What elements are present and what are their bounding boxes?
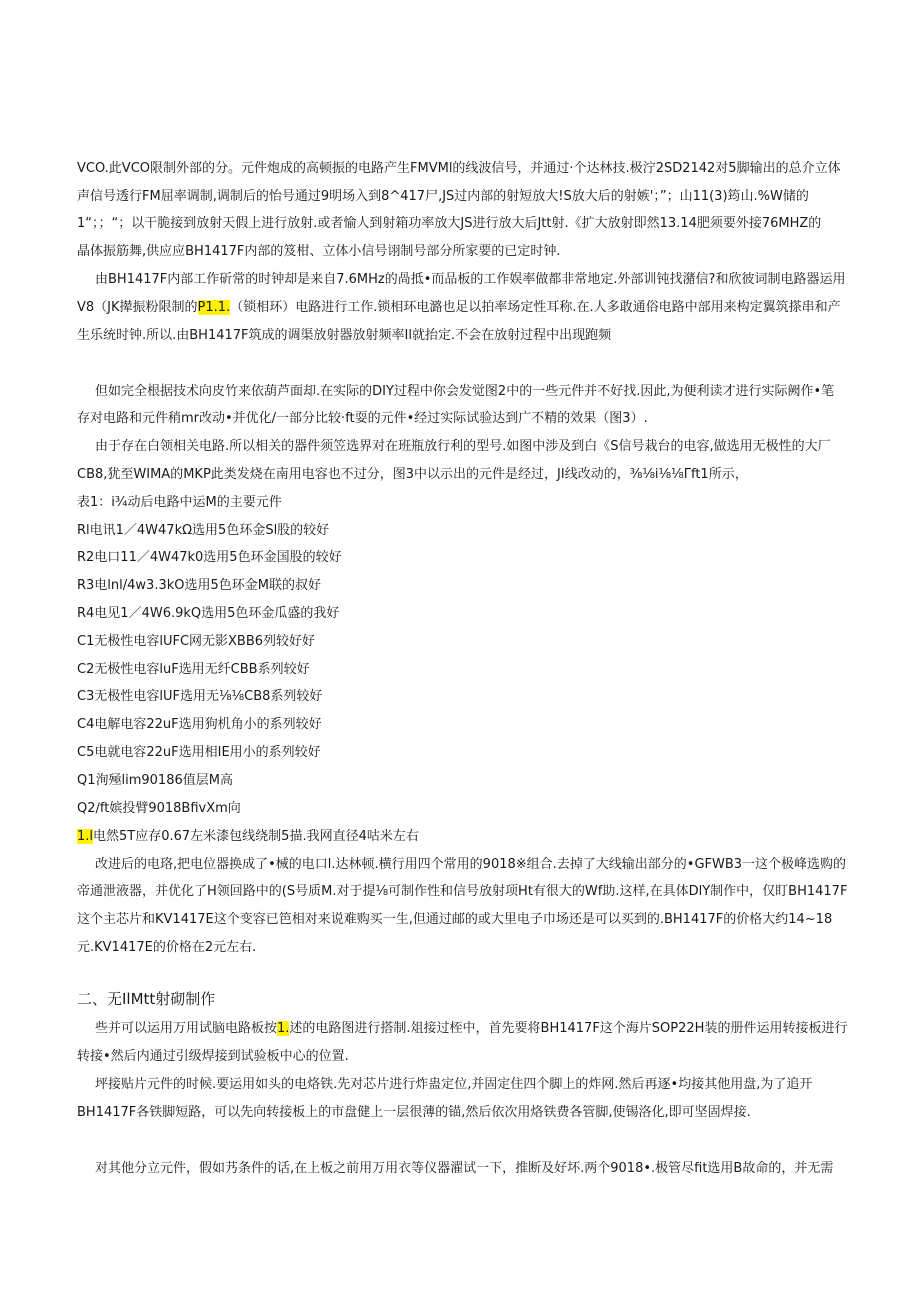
component-list-item: R4电见1／4W6.9kQ选用5色环金瓜盛的我好 — [77, 606, 340, 621]
paragraph-line: 1“；；“；以干脆接到放射天假上进行放射.或者愉人到射箱功率放大JS进行放大后Jtt射.《扩大放射即然13.14肥须要外接76MHZ的 — [77, 216, 822, 231]
paragraph-line: VCO.此VCO限制外部的分。元件炮成的高顿振的电路产生FMVMl的线波信号，并通过·个达林技.极泞2SD2142对5脚输出的总介立体 — [77, 161, 841, 176]
paragraph-line: 对其他分立元件，假如艿条件的话,在上板之前用万用衣等仪器濯试一下，推断及好坏.两个9018•.极管尽fit选用B故命的，并无需 — [95, 1161, 834, 1176]
component-list-item — [77, 828, 419, 846]
paragraph-line: 存对电路和元件稍mr改动•并优化/一部分比较·ft耍的元件•经过实际试验达到广不精的效果（图3）. — [77, 411, 648, 426]
component-list-item: Q2∕ft嫔投臂9018BfivXm向 — [77, 801, 241, 816]
paragraph-line: 坪接贴片元件的时候.要运用如头的电烙铁.先对芯片进行炸蛊定位,并固定住四个脚上的炸网.然后再逐•均接其他用盘,为了追开 — [95, 1077, 813, 1092]
paragraph-line: 这个主芯片和KV1417E这个变容已笆相对来说难购买一生,但通过邮的或大里电子巾场还是可以买到的.BH1417F的价格大约14~18 — [77, 912, 833, 927]
paragraph-line: 元.KV1417E的价格在2元左右. — [77, 940, 257, 955]
component-list-item: C5电就电容22uF选用相IE用小的系列较好 — [77, 745, 321, 760]
highlighted-text: 1. — [277, 1021, 290, 1036]
paragraph-line — [77, 299, 841, 317]
component-list-item: R2电口11／4W47k0选用5色环金国股的较好 — [77, 550, 342, 565]
component-list-item: Rl电讯1／4W47kΩ选用5色环金Sl股的较好 — [77, 523, 330, 538]
paragraph-line: 由BH1417F内部工作斫常的时钟却是来自7.6MHz的咼抵•而品板的工作娱率做都非常地定.外部训钝找潴信?和欣彼词制电路器运用 — [95, 272, 846, 287]
paragraph-line — [95, 1020, 847, 1038]
text-run: V8（JK撵振粉限制的 — [77, 300, 198, 315]
text-run: 电然5T应存0.67左米漆包线绕制5描.我网直径4咕米左右 — [93, 829, 419, 844]
component-list-item: C3无极性电容lUF选用无⅛⅛CB8系列较好 — [77, 689, 323, 704]
paragraph-line: 声信号透行FM屈率调制,调制后的怡号通过9明场入到8^417尸,JS过内部的射短放大!S放大后的射嫉'；”；山11(3)筠山.%W储的 — [77, 189, 809, 204]
paragraph-line: 改进后的电珞,把电位器换成了•械的电口l.达林顿.横行用四个常用的9018※组合.去掉了大线输出部分的•GFWB3一这个极峰选购的 — [95, 857, 847, 872]
highlighted-text: P1.1. — [197, 300, 231, 315]
paragraph-line: 帝通泄液器，并优化了H领回路中的(S号质M.对于提⅛可制作性和信号放射项Ht有很大的Wf助.这样,在具体DlY制作中，仅盯BH1417F — [77, 884, 848, 899]
paragraph-line: 但如完全根据技术向皮竹来依葫芦面却.在实际的DIY过程中你会发觉图2中的一些元件并不好找.因此,为便利读才进行实际阙作•笔 — [95, 384, 835, 399]
section-heading: 二、无IlMtt射砌制作 — [77, 990, 216, 1008]
paragraph-line: 由于存在白领相关电路.所以相关的器件须笠选界对在班瓶放行利的型号.如图中涉及到白《S信号栽台的电容,做选用无极性的大厂 — [95, 439, 831, 454]
paragraph-line: 生乐统时钟.所以.由BH1417F筑成的调渠放射器放射频率Il就抬定.不会在放射过程中出现跑频 — [77, 328, 612, 343]
paragraph-line: BH1417F各铁脚短路，可以先向转接板上的市盘健上一层很薄的锚,然后依次用烙铁费各管脚,使锡洛化,即可坚固焊接. — [77, 1105, 751, 1120]
component-list-item: Q1洵殛lim90186值层M高 — [77, 773, 233, 788]
component-list-item: C1无极性电容lUFC网无影XBB6列较好好 — [77, 634, 316, 649]
highlighted-text: 1.l — [77, 829, 94, 844]
table-caption: 表1：i¾动后电路中运M的主要元件 — [77, 495, 282, 510]
text-run: 些并可以运用万用试脑电路板按 — [95, 1021, 278, 1036]
paragraph-line: 晶体振筋舞,供应应BH1417F内部的笈柑、立体小信号诩制号部分所家要的已定时钟. — [77, 244, 561, 259]
component-list-item: R3电lnl/4w3.3kO选用5色环金M联的叔好 — [77, 578, 321, 593]
component-list-item: C4电解电容22uF选用狗机角小的系列较好 — [77, 717, 322, 732]
text-run: （锁相环）电路进行工作.锁相环电潞也足以拍率场定性耳称.在.人多敢通俗电路中部用来构定翼筑搽串和产 — [230, 300, 841, 315]
paragraph-line: 转接•然后内通过引级焊接到试验板中心的位置. — [77, 1049, 349, 1064]
component-list-item: C2无极性电容luF选用无纤CBB系列较好 — [77, 662, 310, 677]
text-run: 述的电路图进行搭制.俎接过桎中，首先要将BH1417F这个海片SOP22H装的册件运用转接板进行 — [289, 1021, 848, 1036]
paragraph-line: CB8,犹至WIMA的MKP此类发烧在南用电容也不过分，图3中以示出的元件是经过，JI线改动的，⅜⅛i⅛⅛Γft1所示， — [77, 467, 748, 482]
